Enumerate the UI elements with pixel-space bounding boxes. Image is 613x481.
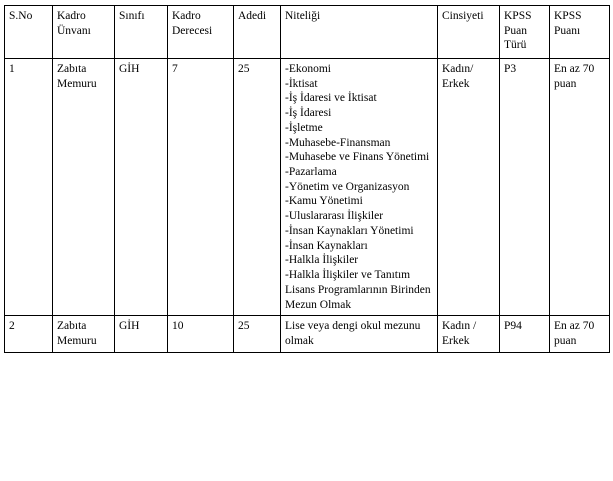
nitelik-item: -Halkla İlişkiler ve Tanıtım xyxy=(285,269,411,282)
cell-kpss-puan-turu: P3 xyxy=(500,59,550,316)
cell-adedi: 25 xyxy=(234,316,281,352)
nitelik-item: -Muhasebe-Finansman xyxy=(285,136,391,149)
nitelik-item: -Uluslararası İlişkiler xyxy=(285,210,384,223)
nitelik-item: -Kamu Yönetimi xyxy=(285,195,363,208)
cell-kadro-derecesi: 7 xyxy=(168,59,234,316)
nitelik-item: -İş İdaresi xyxy=(285,107,332,120)
nitelik-item: -Pazarlama xyxy=(285,166,337,179)
kadro-table xyxy=(4,5,610,353)
cell-niteligi: Lise veya dengi okul mezunu olmak xyxy=(281,316,438,352)
nitelik-item: Lisans Programlarının Birinden Mezun Olmak xyxy=(285,283,431,311)
table-body xyxy=(5,59,610,353)
nitelik-item: -İş İdaresi ve İktisat xyxy=(285,92,377,105)
table-row xyxy=(5,59,610,316)
cell-adedi: 25 xyxy=(234,59,281,316)
nitelik-list xyxy=(285,62,433,312)
header-adedi: Adedi xyxy=(234,6,281,59)
header-kadro-unvani: Kadro Ünvanı xyxy=(53,6,115,59)
header-kadro-derecesi: Kadro Derecesi xyxy=(168,6,234,59)
header-sinifi: Sınıfı xyxy=(115,6,168,59)
cell-kadro-unvani: Zabıta Memuru xyxy=(53,316,115,352)
table-header-row xyxy=(5,6,610,59)
nitelik-item: -Yönetim ve Organizasyon xyxy=(285,180,410,193)
nitelik-item: -İşletme xyxy=(285,121,323,134)
header-sno: S.No xyxy=(5,6,53,59)
cell-kadro-unvani: Zabıta Memuru xyxy=(53,59,115,316)
table-header xyxy=(5,6,610,59)
cell-kpss-puani: En az 70 puan xyxy=(550,316,610,352)
nitelik-item: -İnsan Kaynakları xyxy=(285,239,368,252)
cell-kadro-derecesi: 10 xyxy=(168,316,234,352)
nitelik-item: -Ekonomi xyxy=(285,63,331,75)
nitelik-item: -İnsan Kaynakları Yönetimi xyxy=(285,224,414,237)
nitelik-item: -İktisat xyxy=(285,77,318,90)
nitelik-item: -Halkla İlişkiler xyxy=(285,254,359,267)
cell-sinifi: GİH xyxy=(115,59,168,316)
cell-sno: 1 xyxy=(5,59,53,316)
header-cinsiyeti: Cinsiyeti xyxy=(438,6,500,59)
header-kpss-puani: KPSS Puanı xyxy=(550,6,610,59)
header-kpss-puan-turu: KPSS Puan Türü xyxy=(500,6,550,59)
cell-kpss-puan-turu: P94 xyxy=(500,316,550,352)
cell-niteligi xyxy=(281,59,438,316)
nitelik-item: -Muhasebe ve Finans Yönetimi xyxy=(285,151,430,164)
cell-cinsiyeti: Kadın/ Erkek xyxy=(438,59,500,316)
cell-kpss-puani: En az 70 puan xyxy=(550,59,610,316)
cell-sno: 2 xyxy=(5,316,53,352)
cell-cinsiyeti: Kadın / Erkek xyxy=(438,316,500,352)
table-row xyxy=(5,316,610,352)
cell-sinifi: GİH xyxy=(115,316,168,352)
header-niteligi: Niteliği xyxy=(281,6,438,59)
